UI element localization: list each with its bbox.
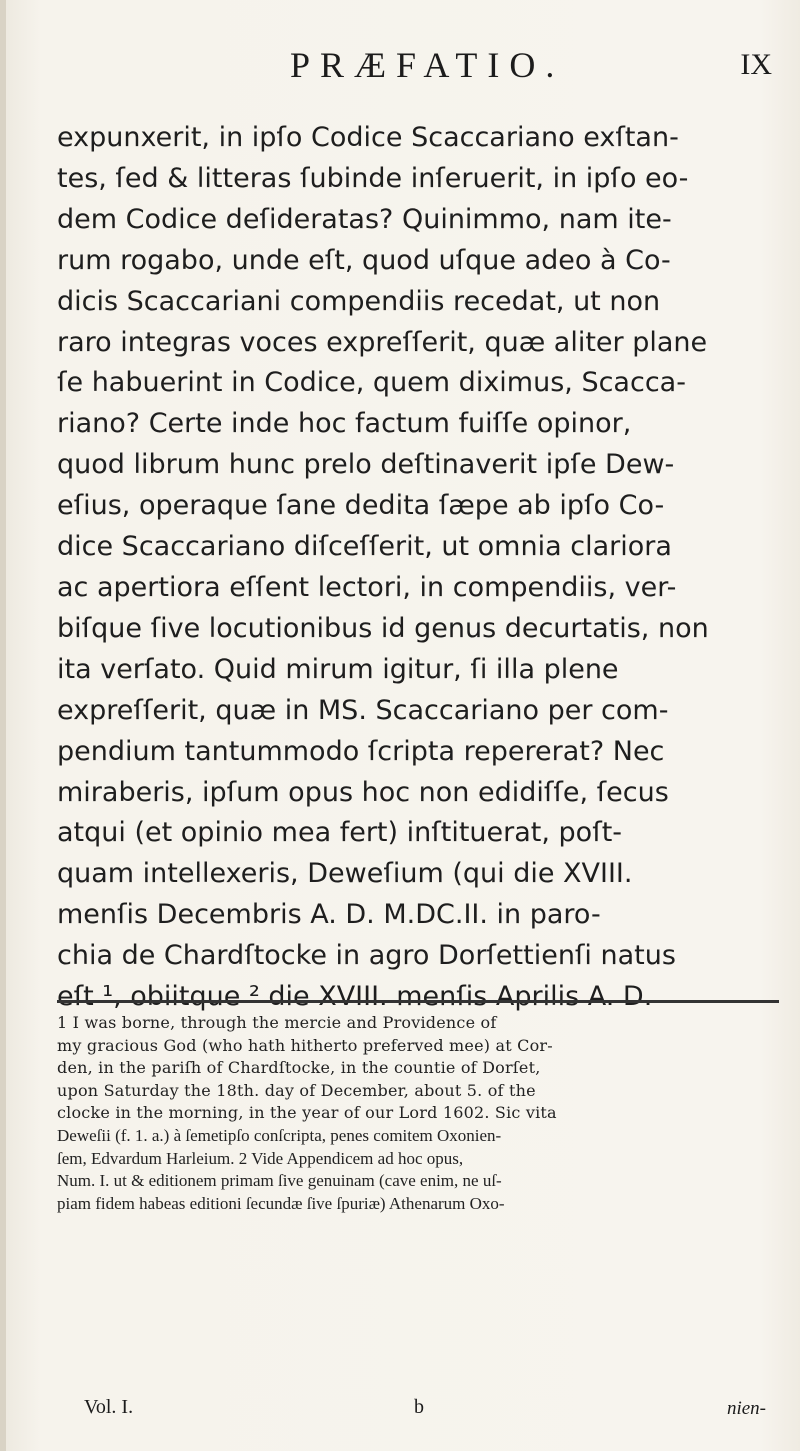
text-line: quod librum hunc prelo deſtinaverit ipſe Dew- — [57, 449, 675, 481]
text-line: menſis Decembris A. D. M.DC.II. in paro- — [57, 899, 601, 931]
text-line: raro integras voces expreſſerit, quæ aliter plane — [57, 326, 708, 358]
text-line: expreſſerit, quæ in MS. Scaccariano per com- — [57, 694, 669, 726]
text-line: dem Codice deſideratas? Quinimmo, nam ite- — [57, 203, 672, 235]
text-line: eſt ¹, obiitque ² die XVIII. menſis Aprilis A. D. — [57, 981, 653, 1013]
footnote-line: clocke in the morning, in the year of our Lord 1602. Sic vita — [57, 1103, 557, 1123]
footnote-line: Deweſii (f. 1. a.) à ſemetipſo conſcripta, penes comitem Oxonien- — [57, 1125, 502, 1145]
footnote-line: Num. I. ut & editionem primam ſive genuinam (cave enim, ne uſ- — [57, 1171, 502, 1191]
text-line: dicis Scaccariani compendiis recedat, ut non — [57, 285, 661, 317]
text-line: riano? Certe inde hoc factum fuiſſe opinor, — [57, 408, 632, 440]
text-line: ſe habuerint in Codice, quem diximus, Scacca- — [57, 367, 686, 399]
text-line: pendium tantummodo ſcripta repererat? Nec — [57, 735, 665, 767]
main-text — [57, 118, 777, 1018]
footnote-line: piam fidem habeas editioni ſecundæ ſive ſpuriæ) Athenarum Oxo- — [57, 1193, 505, 1213]
catchword: nien- — [726, 1398, 766, 1419]
text-line: ita verſato. Quid mirum igitur, ſi illa plene — [57, 653, 619, 685]
footnote-line: upon Saturday the 18th. day of December, about 5. of the — [57, 1080, 536, 1100]
signature-mark: b — [414, 1396, 424, 1418]
text-line: atqui (et opinio mea fert) inſtituerat, poſt- — [57, 817, 623, 849]
text-line: biſque ſive locutionibus id genus decurtatis, non — [57, 612, 709, 644]
text-line: eſius, operaque ſane dedita ſæpe ab ipſo Co- — [57, 490, 665, 522]
text-line: chia de Chardſtocke in agro Dorſettienſi natus — [57, 940, 676, 972]
footnote-line: ſem, Edvardum Harleium. 2 Vide Appendicem ad hoc opus, — [57, 1148, 464, 1168]
footnote-line: den, in the pariſh of Chardſtocke, in the countie of Dorſet, — [57, 1058, 541, 1078]
page-gutter — [0, 0, 6, 1451]
footnote-line: my gracious God (who hath hitherto preferved mee) at Cor- — [57, 1035, 553, 1055]
volume-signature: Vol. I. — [84, 1396, 134, 1418]
text-line: quam intellexeris, Deweſium (qui die XVIII. — [57, 858, 633, 890]
text-line: expunxerit, in ipſo Codice Scaccariano exſtan- — [57, 122, 679, 153]
page-header — [0, 44, 800, 94]
footnote-line: 1 I was borne, through the mercie and Providence of — [57, 1013, 497, 1032]
page-number: IX — [740, 48, 772, 81]
text-line: tes, ſed & litteras ſubinde inſeruerit, in ipſo eo- — [57, 162, 689, 194]
footnote-rule — [57, 1000, 779, 1003]
text-line: dice Scaccariano diſceſſerit, ut omnia clariora — [57, 531, 672, 563]
text-line: rum rogabo, unde eſt, quod uſque adeo à Co- — [57, 244, 671, 276]
footnotes — [57, 1012, 779, 1215]
text-line: ac apertiora eſſent lectori, in compendiis, ver- — [57, 571, 677, 603]
running-title: PRÆFATIO. — [290, 45, 565, 85]
text-line: miraberis, ipſum opus hoc non edidiſſe, ſecus — [57, 776, 669, 808]
